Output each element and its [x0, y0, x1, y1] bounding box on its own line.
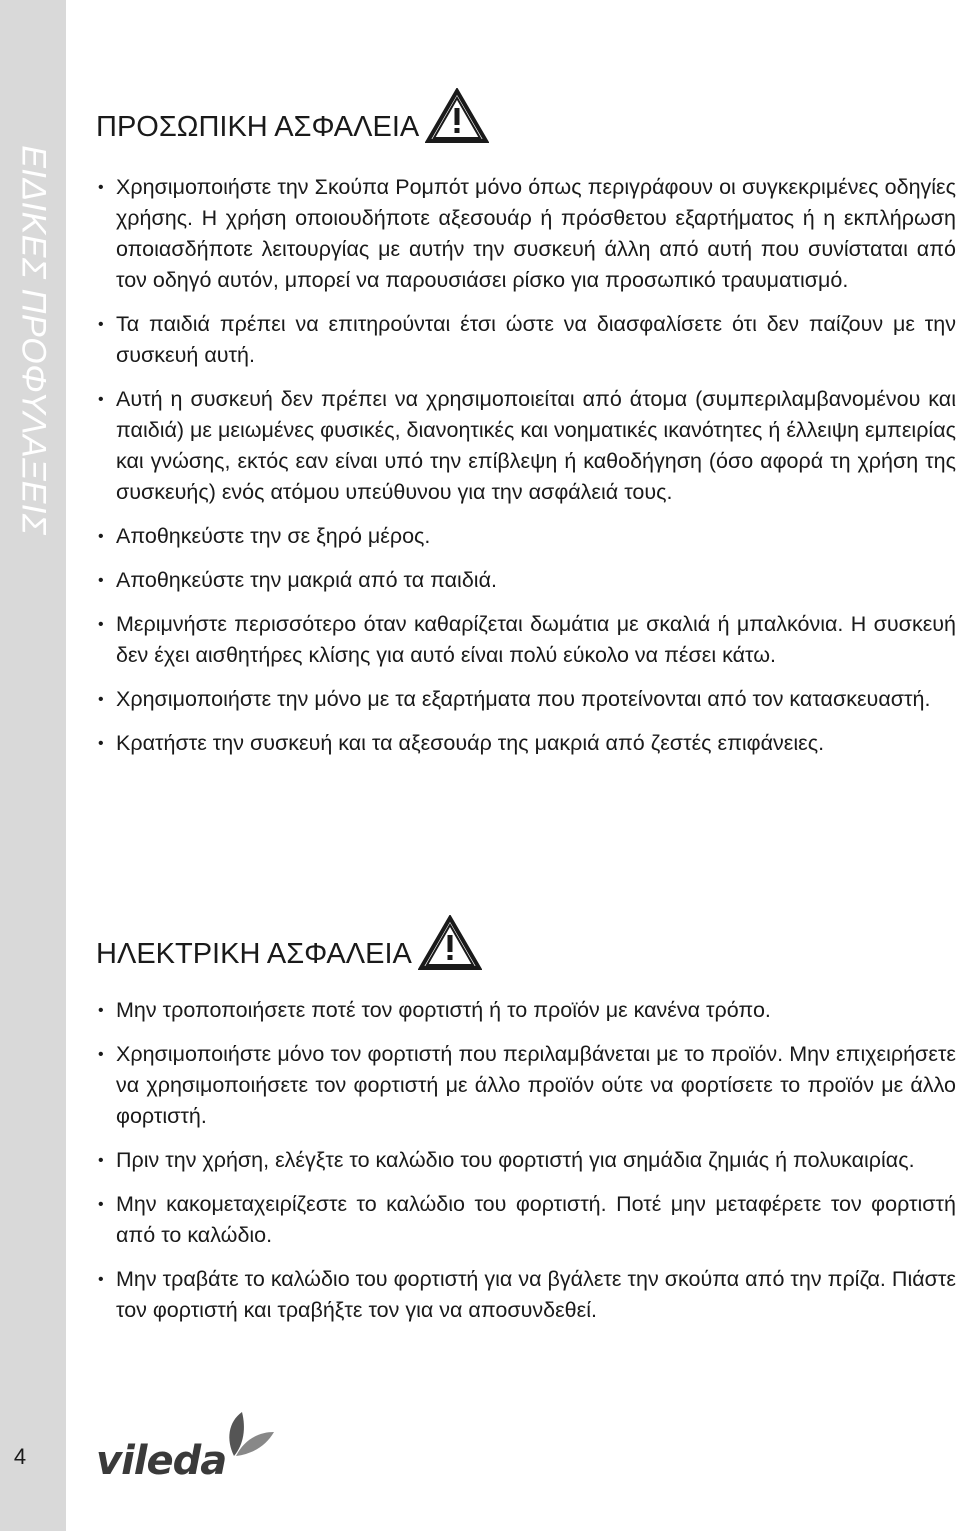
bullet-dot: • [98, 572, 104, 589]
list-item-text: Αποθηκεύστε την σε ξηρό μέρος. [116, 524, 431, 548]
list-item [96, 521, 956, 552]
list-item [96, 309, 956, 371]
list-item [96, 1264, 956, 1326]
electrical-safety-title: ΗΛΕΚΤΡΙΚΗ ΑΣΦΑΛΕΙΑ [96, 938, 412, 970]
warning-triangle-icon [418, 915, 482, 971]
vileda-logo [96, 1410, 271, 1484]
list-item-text: Πριν την χρήση, ελέγξτε το καλώδιο του φορτιστή για σημάδια ζημιάς ή πολυκαιρίας. [116, 1148, 915, 1172]
electrical-safety-heading [96, 915, 482, 971]
list-item-text: Κρατήστε την συσκευή και τα αξεσουάρ της μακριά από ζεστές επιφάνειες. [116, 731, 825, 755]
bullet-dot: • [98, 528, 104, 545]
list-item-text: Αποθηκεύστε την μακριά από τα παιδιά. [116, 568, 497, 592]
list-item [96, 384, 956, 508]
bullet-dot: • [98, 1152, 104, 1169]
bullet-dot: • [98, 316, 104, 333]
bullet-dot: • [98, 1046, 104, 1063]
list-item-text: Μην τροποποιήσετε ποτέ τον φορτιστή ή το προϊόν με κανένα τρόπο. [116, 998, 771, 1022]
list-item-text: Αυτή η συσκευή δεν πρέπει να χρησιμοποιείται από άτομα (συμπεριλαμβανομένου και παιδιά) με μειωμένες φυσικές, διανοητικές και νοηματικές ικανότητες ή έλλειψη εμπειρίας και γνώσης, εκτός εαν είναι υπό την επίβλεψη ή καθοδήγηση (όσο αφορά τη χρήση της συσκευής) ενός ατόμου υπεύθυνου για την ασφάλειά τους. [116, 387, 956, 504]
personal-safety-title: ΠΡΟΣΩΠΙΚΗ ΑΣΦΑΛΕΙΑ [96, 111, 420, 143]
list-item [96, 728, 956, 759]
vileda-wordmark: vileda [96, 1438, 227, 1484]
bullet-dot: • [98, 1196, 104, 1213]
bullet-dot: • [98, 616, 104, 633]
personal-safety-heading [96, 88, 489, 144]
bullet-dot: • [98, 735, 104, 752]
bullet-dot: • [98, 691, 104, 708]
list-item [96, 684, 956, 715]
list-item [96, 1189, 956, 1251]
sidebar [0, 0, 66, 1531]
bullet-dot: • [98, 1002, 104, 1019]
warning-triangle-icon [425, 88, 489, 144]
list-item [96, 172, 956, 296]
list-item-text: Τα παιδιά πρέπει να επιτηρούνται έτσι ώστε να διασφαλίσετε ότι δεν παίζουν με την συσκευή αυτή. [116, 312, 956, 367]
list-item-text: Χρησιμοποιήστε μόνο τον φορτιστή που περιλαμβάνεται με το προϊόν. Μην επιχειρήσετε να χρησιμοποιήσετε τον φορτιστή με άλλο προϊόν ούτε να φορτίσετε το προϊόν με άλλο φορτιστή. [116, 1042, 956, 1128]
personal-safety-list [96, 172, 956, 772]
list-item [96, 1039, 956, 1132]
page-number: 4 [13, 1444, 27, 1469]
list-item [96, 609, 956, 671]
bullet-dot: • [98, 179, 104, 196]
list-item [96, 995, 956, 1026]
list-item [96, 1145, 956, 1176]
list-item-text: Χρησιμοποιήστε την Σκούπα Ρομπότ μόνο όπως περιγράφουν οι συγκεκριμένες οδηγίες χρήσης. Η χρήση οποιουδήποτε αξεσουάρ ή πρόσθετου εξαρτήματος ή η εκπλήρωση οποιασδήποτε λειτουργίας με αυτήν την συσκευή άλλη από αυτή που συνίσταται από τον οδηγό αυτόν, μπορεί να παρουσιάσει ρίσκο για προσωπικό τραυματισμό. [116, 175, 956, 292]
list-item-text: Χρησιμοποιήστε την μόνο με τα εξαρτήματα που προτείνονται από τον κατασκευαστή. [116, 687, 931, 711]
bullet-dot: • [98, 391, 104, 408]
bullet-dot: • [98, 1271, 104, 1288]
list-item-text: Μην τραβάτε το καλώδιο του φορτιστή για να βγάλετε την σκούπα από την πρίζα. Πιάστε τον φορτιστή και τραβήξτε τον για να αποσυνδεθεί. [116, 1267, 956, 1322]
side-section-title: ΕΙΔΙΚΕΣ ΠΡΟΦΥΛΑΞΕΙΣ [14, 145, 53, 535]
electrical-safety-list [96, 995, 956, 1339]
list-item-text: Μην κακομεταχειρίζεστε το καλώδιο του φορτιστή. Ποτέ μην μεταφέρετε τον φορτιστή από το καλώδιο. [116, 1192, 956, 1247]
list-item [96, 565, 956, 596]
list-item-text: Μεριμνήστε περισσότερο όταν καθαρίζεται δωμάτια με σκαλιά ή μπαλκόνια. Η συσκευή δεν έχει αισθητήρες κλίσης για αυτό είναι πολύ εύκολο να πέσει κάτω. [116, 612, 956, 667]
